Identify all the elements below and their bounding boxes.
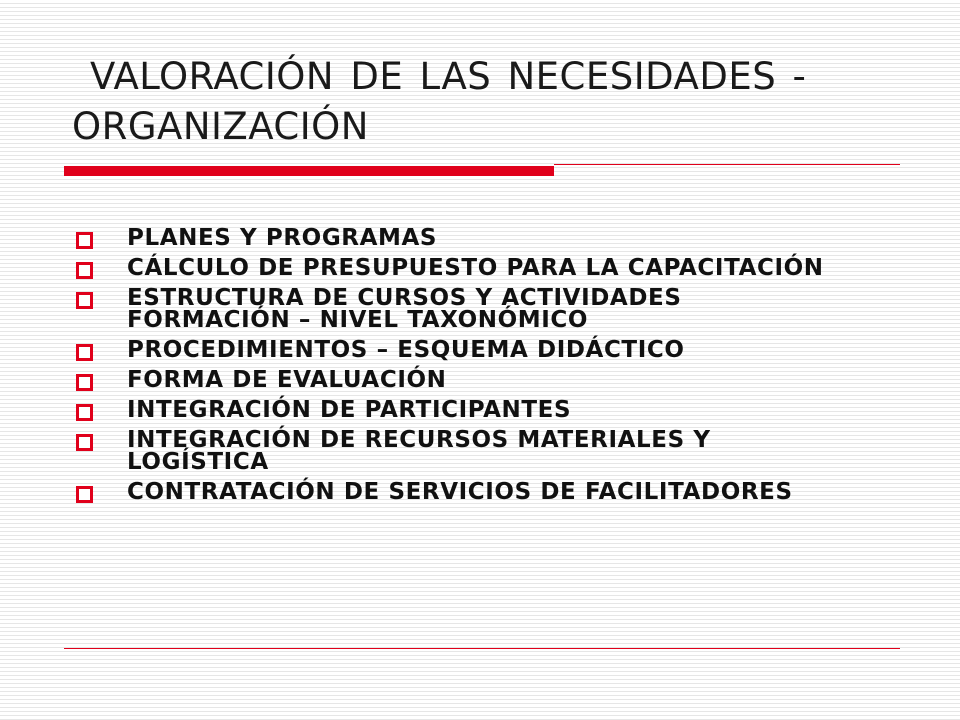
bullet-item-presupuesto [76, 257, 836, 279]
bullet-text: PLANES Y PROGRAMAS [127, 225, 438, 251]
bullet-text: CONTRATACIÓN DE SERVICIOS DE FACILITADORES [127, 479, 793, 505]
bullet-text: INTEGRACIÓN DE PARTICIPANTES [127, 397, 572, 423]
bullet-item-recursos [76, 429, 836, 473]
hollow-square-icon [76, 486, 93, 503]
title-accent-bar [64, 166, 554, 176]
bullet-item-participantes [76, 399, 836, 421]
bullet-item-planes [76, 227, 836, 249]
hollow-square-icon [76, 232, 93, 249]
bullet-item-procedimientos [76, 339, 836, 361]
bullet-text: CÁLCULO DE PRESUPUESTO PARA LA CAPACITACIÓN [127, 255, 824, 281]
title-divider-line [554, 164, 900, 165]
hollow-square-icon [76, 404, 93, 421]
bullet-item-facilitadores [76, 481, 836, 503]
hollow-square-icon [76, 374, 93, 391]
footer-divider-line [64, 648, 900, 649]
slide-title [72, 52, 902, 152]
bullet-item-estructura [76, 287, 836, 331]
bullet-list [76, 227, 836, 511]
bullet-text: INTEGRACIÓN DE RECURSOS MATERIALES Y LOGÍSTICA [127, 427, 711, 475]
hollow-square-icon [76, 434, 93, 451]
bullet-item-evaluacion [76, 369, 836, 391]
bullet-text: FORMA DE EVALUACIÓN [127, 367, 447, 393]
slide-title-line-1: VALORACIÓN DE LAS NECESIDADES - [90, 55, 807, 98]
bullet-text: ESTRUCTURA DE CURSOS Y ACTIVIDADES FORMACIÓN – NIVEL TAXONÓMICO [127, 285, 682, 333]
hollow-square-icon [76, 344, 93, 361]
bullet-text: PROCEDIMIENTOS – ESQUEMA DIDÁCTICO [127, 337, 685, 363]
hollow-square-icon [76, 262, 93, 279]
hollow-square-icon [76, 292, 93, 309]
slide-title-line-2: ORGANIZACIÓN [72, 105, 369, 148]
